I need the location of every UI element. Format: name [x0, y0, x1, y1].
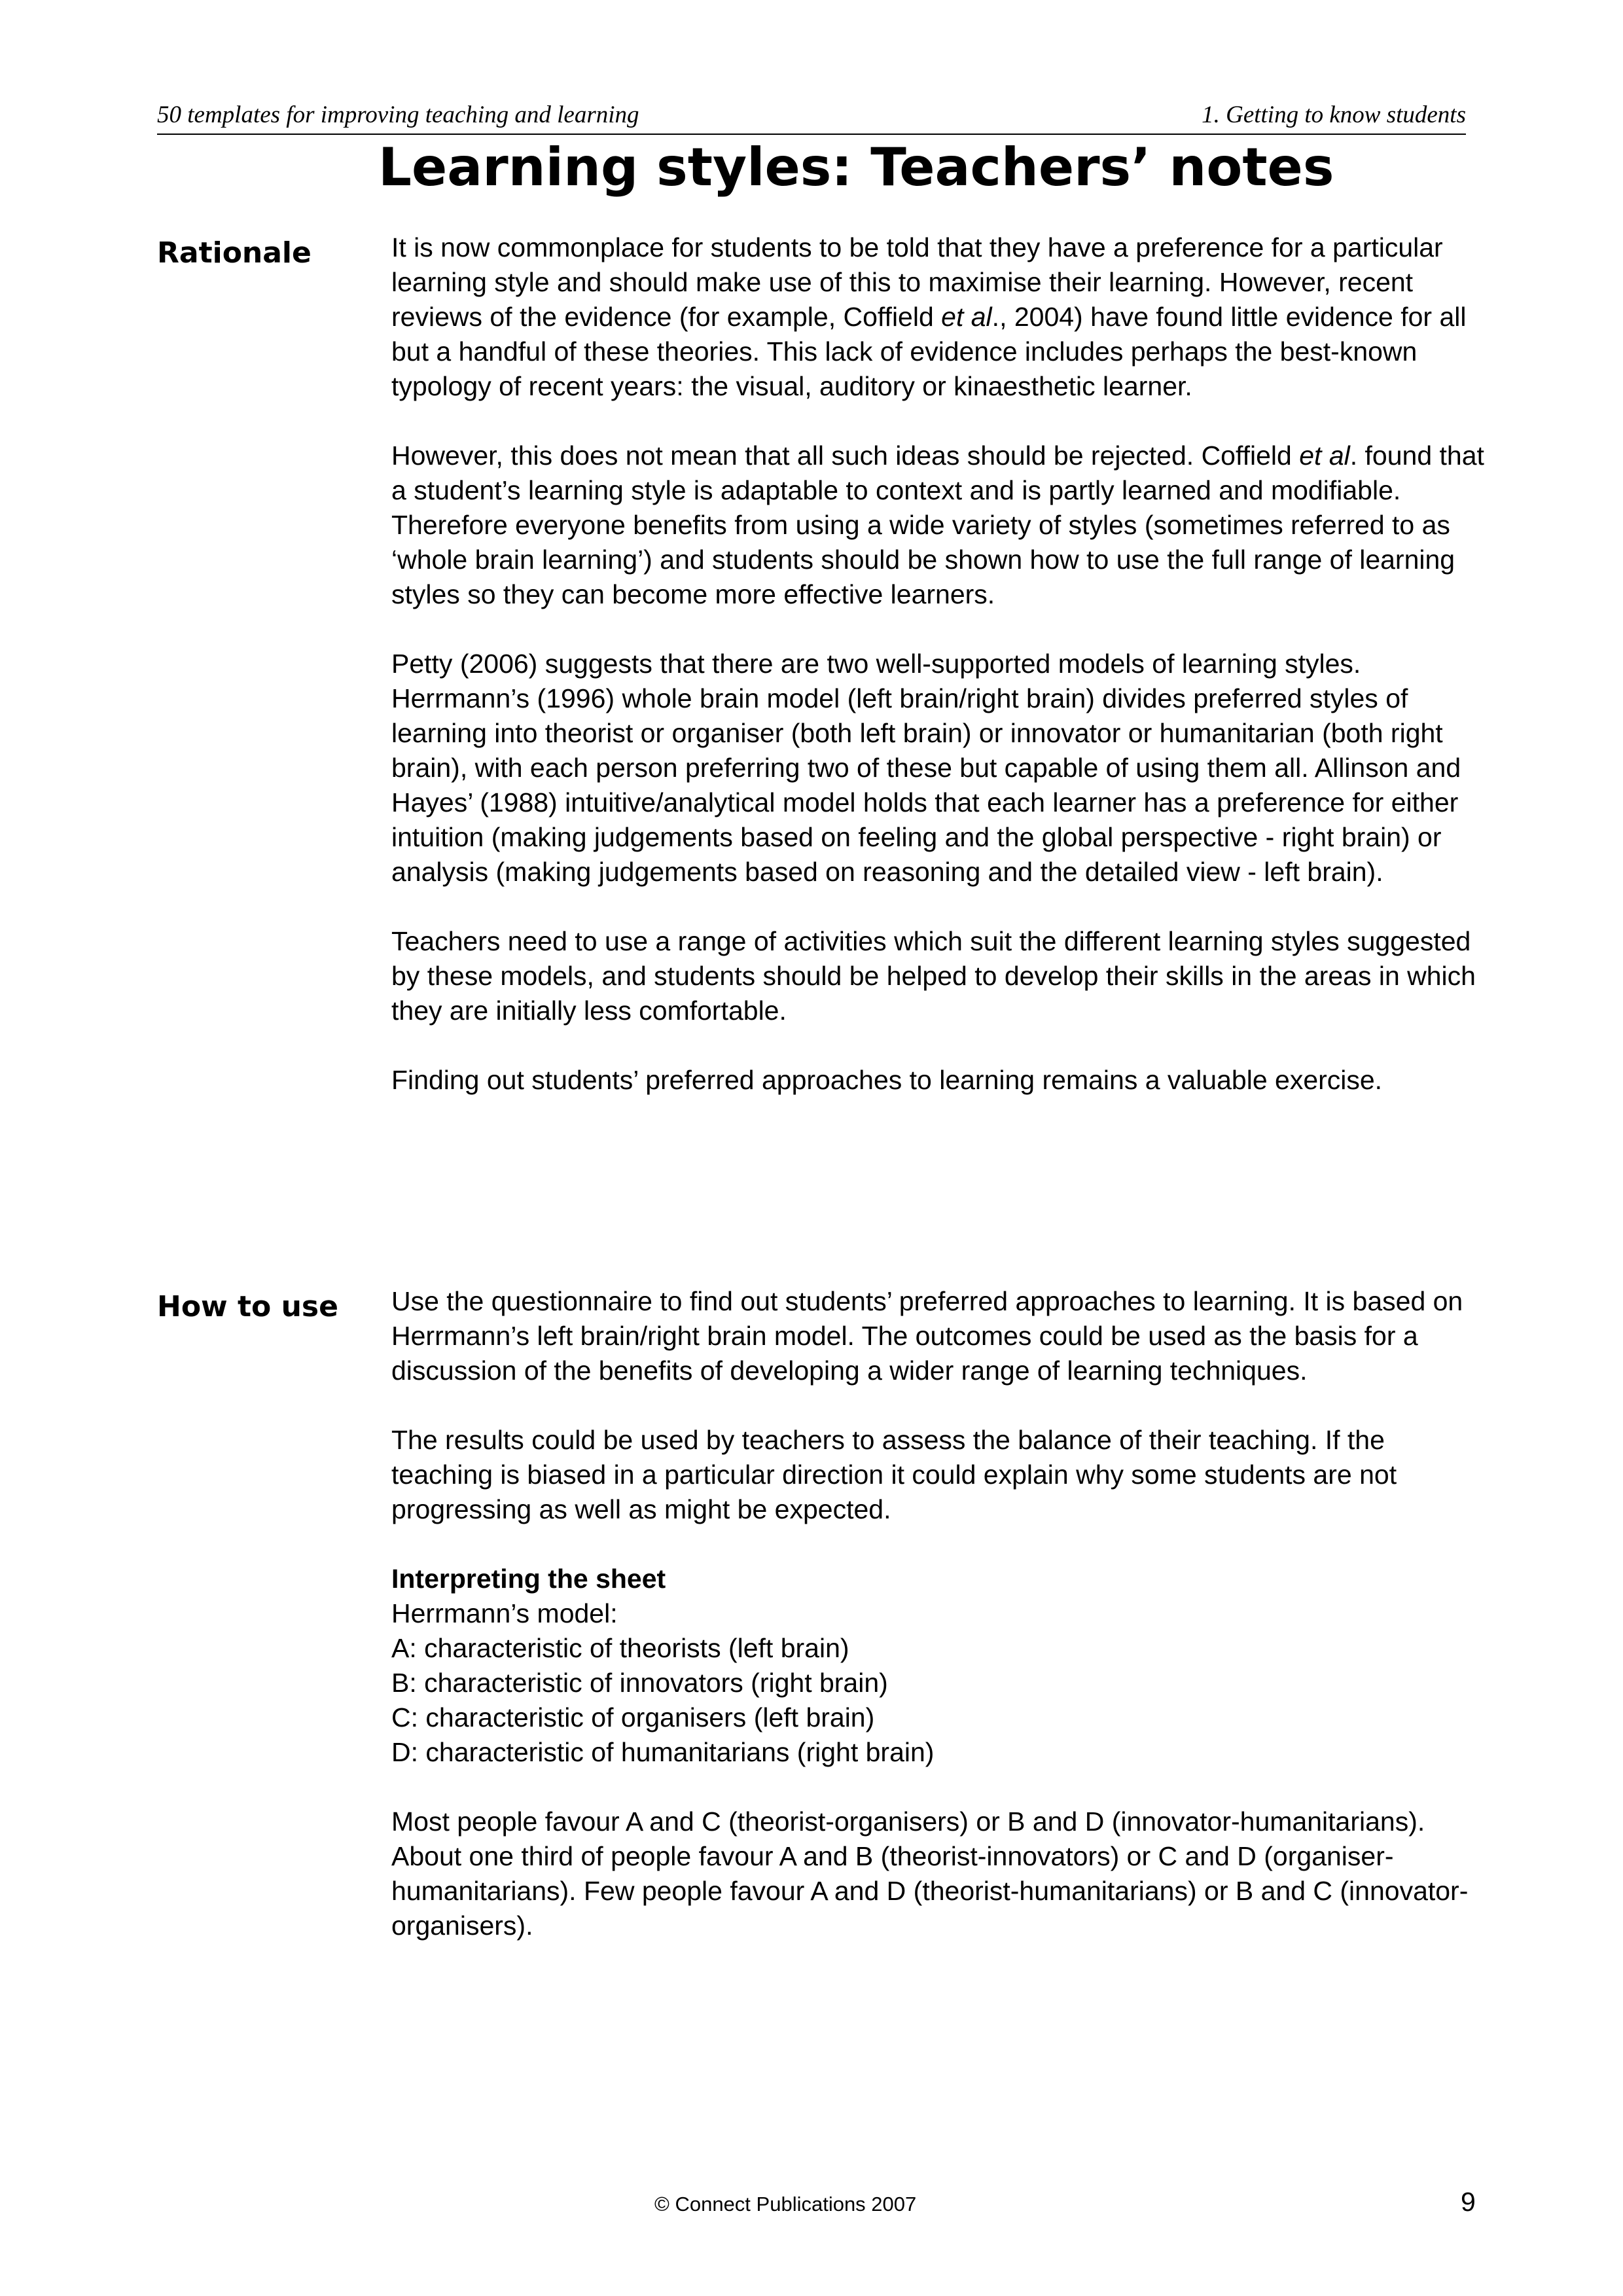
page-title: Learning styles: Teachers’ notes: [378, 137, 1334, 198]
list-item: A: characteristic of theorists (left brain): [391, 1633, 849, 1663]
how-to-use-body: [391, 1284, 1484, 1978]
copyright-notice: © Connect Publications 2007: [654, 2193, 917, 2215]
interpreting-block: [391, 1562, 1484, 1770]
header-book-title: 50 templates for improving teaching and learning: [157, 101, 639, 128]
rationale-paragraph-5: Finding out students’ preferred approaches to learning remains a valuable exercise.: [391, 1065, 1383, 1095]
how-to-use-paragraph-2: The results could be used by teachers to assess the balance of their teaching. If the teaching is biased in a particular direction it could explain why some students are not progressing as well as might be expected.: [391, 1425, 1397, 1524]
list-item: B: characteristic of innovators (right brain): [391, 1668, 888, 1698]
list-item: D: characteristic of humanitarians (right brain): [391, 1737, 935, 1767]
rationale-paragraph-4: Teachers need to use a range of activities which suit the different learning styles suggested by these models, and students should be helped to develop their skills in the areas in which they are initially less comfortable.: [391, 926, 1476, 1026]
model-label: Herrmann’s model:: [391, 1598, 618, 1628]
header-chapter-title: 1. Getting to know students: [1202, 101, 1466, 128]
how-to-use-paragraph-1: Use the questionnaire to find out students’ preferred approaches to learning. It is based on Herrmann’s left brain/right brain model. The outcomes could be used as the basis for a discussion of the benefits of developing a wider range of learning techniques.: [391, 1286, 1463, 1386]
rationale-paragraph-3: Petty (2006) suggests that there are two well-supported models of learning styles. Herrmann’s (1996) whole brain model (left brain/right brain) divides preferred styles of learning into theorist or organiser (both left brain) or innovator or humanitarian (both right brain), with each person preferring two of these but capable of using them all. Allinson and Hayes’ (1988) intuitive/analytical model holds that each learner has a preference for either intuition (making judgements based on feeling and the global perspective - right brain) or analysis (making judgements based on reasoning and the detailed view - left brain).: [391, 649, 1461, 887]
how-to-use-label: How to use: [157, 1290, 338, 1323]
rationale-label: Rationale: [157, 236, 312, 270]
rationale-paragraph-1: It is now commonplace for students to be told that they have a preference for a particular learning style and should make use of this to maximise their learning. However, recent reviews of the evidence (for example, Coffield et al., 2004) have found little evidence for all but a handful of these theories. This lack of evidence includes perhaps the best-known typology of recent years: the visual, auditory or kinaesthetic learner.: [391, 232, 1467, 401]
rationale-paragraph-2: However, this does not mean that all such ideas should be rejected. Coffield et al. found that a student’s learning style is adaptable to context and is partly learned and modifiable. Therefore everyone benefits from using a wide variety of styles (sometimes referred to as ‘whole brain learning’) and students should be shown how to use the full range of learning styles so they can become more effective learners.: [391, 440, 1484, 609]
page-number: 9: [1461, 2187, 1476, 2217]
interpreting-heading: Interpreting the sheet: [391, 1564, 666, 1594]
rationale-body: [391, 230, 1484, 1132]
how-to-use-paragraph-3: Most people favour A and C (theorist-organisers) or B and D (innovator-humanitarians). About one third of people favour A and B (theorist-innovators) or C and D (organiser-humanitarians). Few people favour A and D (theorist-humanitarians) or B and C (innovator-organisers).: [391, 1806, 1469, 1941]
list-item: C: characteristic of organisers (left brain): [391, 1702, 875, 1732]
running-header: [157, 97, 1466, 135]
page-footer: [0, 2185, 1623, 2224]
